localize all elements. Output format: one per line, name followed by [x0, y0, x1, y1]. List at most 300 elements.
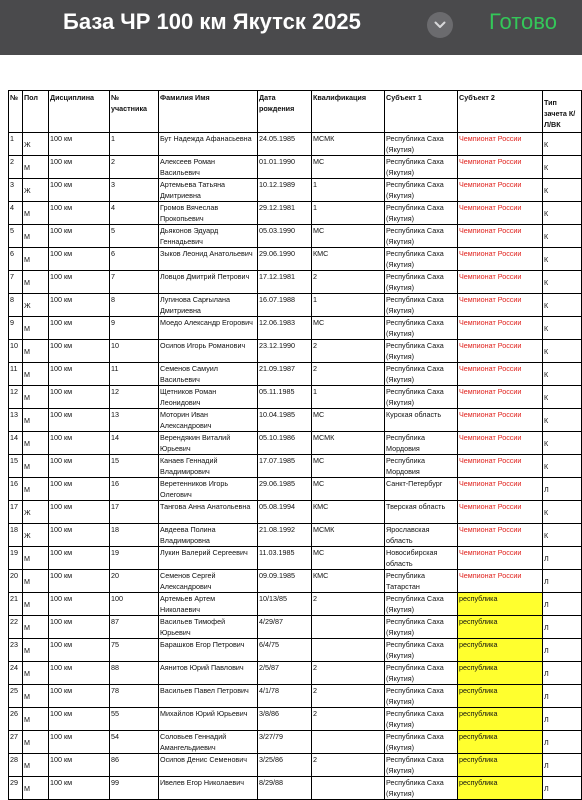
cell-no[interactable]: 25	[9, 685, 23, 708]
cell-qualification[interactable]: МСМК	[312, 432, 385, 455]
cell-participant-no[interactable]: 55	[110, 708, 159, 731]
cell-no[interactable]: 8	[9, 294, 23, 317]
cell-no[interactable]: 17	[9, 501, 23, 524]
cell-qualification[interactable]: МС	[312, 409, 385, 432]
cell-subject2[interactable]: Чемпионат России	[458, 432, 543, 455]
cell-participant-no[interactable]: 54	[110, 731, 159, 754]
cell-subject1[interactable]: Республика Саха (Якутия)	[385, 662, 458, 685]
cell-type-value: Л	[544, 715, 549, 724]
cell-qualification[interactable]: 2	[312, 754, 385, 777]
cell-sex[interactable]	[23, 685, 49, 708]
cell-participant-no[interactable]: 14	[110, 432, 159, 455]
cell-subject1[interactable]: Республика Саха (Якутия)	[385, 639, 458, 662]
cell-type[interactable]	[543, 777, 582, 800]
cell-discipline[interactable]: 100 км	[49, 501, 110, 524]
cell-discipline[interactable]: 100 км	[49, 294, 110, 317]
cell-discipline[interactable]: 100 км	[49, 524, 110, 547]
cell-name[interactable]: Ловцов Дмитрий Петрович	[159, 271, 258, 294]
cell-sex[interactable]	[23, 248, 49, 271]
cell-no[interactable]: 12	[9, 386, 23, 409]
cell-dob[interactable]: 12.06.1983	[258, 317, 312, 340]
cell-participant-no[interactable]: 8	[110, 294, 159, 317]
cell-participant-no[interactable]: 3	[110, 179, 159, 202]
cell-sex[interactable]	[23, 409, 49, 432]
cell-participant-no[interactable]: 86	[110, 754, 159, 777]
cell-type[interactable]	[543, 616, 582, 639]
cell-qualification[interactable]: МСМК	[312, 133, 385, 156]
cell-dob[interactable]: 10/13/85	[258, 593, 312, 616]
cell-subject2[interactable]: республика	[458, 708, 543, 731]
cell-type[interactable]	[543, 639, 582, 662]
cell-qualification[interactable]	[312, 777, 385, 800]
cell-name[interactable]: Моторин Иван Александрович	[159, 409, 258, 432]
cell-qualification[interactable]: КМС	[312, 570, 385, 593]
cell-sex[interactable]	[23, 777, 49, 800]
cell-sex[interactable]	[23, 708, 49, 731]
cell-name[interactable]: Громов Вячеслав Прокопьевич	[159, 202, 258, 225]
cell-subject2[interactable]: Чемпионат России	[458, 156, 543, 179]
cell-discipline[interactable]: 100 км	[49, 363, 110, 386]
cell-name[interactable]: Авдеева Полина Владимировна	[159, 524, 258, 547]
cell-subject2[interactable]: Чемпионат России	[458, 133, 543, 156]
cell-subject2[interactable]: Чемпионат России	[458, 478, 543, 501]
cell-sex[interactable]	[23, 570, 49, 593]
cell-subject2[interactable]: республика	[458, 639, 543, 662]
cell-subject1[interactable]: Республика Саха (Якутия)	[385, 294, 458, 317]
cell-subject1[interactable]: Республика Саха (Якутия)	[385, 386, 458, 409]
cell-name[interactable]: Артемьева Татьяна Дмитриевна	[159, 179, 258, 202]
cell-dob[interactable]: 3/25/86	[258, 754, 312, 777]
cell-dob[interactable]: 29.06.1985	[258, 478, 312, 501]
cell-subject1[interactable]: Республика Саха (Якутия)	[385, 685, 458, 708]
cell-discipline[interactable]: 100 км	[49, 271, 110, 294]
cell-discipline[interactable]: 100 км	[49, 179, 110, 202]
cell-subject1[interactable]: Республика Саха (Якутия)	[385, 340, 458, 363]
cell-qualification[interactable]: 2	[312, 363, 385, 386]
cell-subject2[interactable]: Чемпионат России	[458, 271, 543, 294]
cell-type[interactable]	[543, 524, 582, 547]
cell-sex[interactable]	[23, 478, 49, 501]
cell-participant-no[interactable]: 18	[110, 524, 159, 547]
cell-sex[interactable]	[23, 133, 49, 156]
cell-participant-no[interactable]: 2	[110, 156, 159, 179]
cell-dob[interactable]: 01.01.1990	[258, 156, 312, 179]
cell-type[interactable]	[543, 593, 582, 616]
cell-no[interactable]: 13	[9, 409, 23, 432]
cell-participant-no[interactable]: 13	[110, 409, 159, 432]
spreadsheet-document[interactable]	[8, 90, 582, 800]
cell-no[interactable]: 2	[9, 156, 23, 179]
cell-subject2[interactable]: республика	[458, 777, 543, 800]
cell-subject1[interactable]: Республика Саха (Якутия)	[385, 754, 458, 777]
cell-dob[interactable]: 16.07.1988	[258, 294, 312, 317]
cell-type[interactable]	[543, 662, 582, 685]
cell-discipline[interactable]: 100 км	[49, 777, 110, 800]
cell-dob[interactable]: 10.04.1985	[258, 409, 312, 432]
cell-sex[interactable]	[23, 432, 49, 455]
cell-sex[interactable]	[23, 363, 49, 386]
cell-subject2[interactable]: Чемпионат России	[458, 409, 543, 432]
cell-type[interactable]	[543, 271, 582, 294]
cell-type[interactable]	[543, 386, 582, 409]
cell-subject1[interactable]: Республика Саха (Якутия)	[385, 225, 458, 248]
cell-name[interactable]: Ивелев Егор Николаевич	[159, 777, 258, 800]
cell-subject1[interactable]: Новосибирская область	[385, 547, 458, 570]
cell-no[interactable]: 24	[9, 662, 23, 685]
cell-subject1[interactable]: Республика Саха (Якутия)	[385, 133, 458, 156]
cell-name[interactable]: Аянитов Юрий Павлович	[159, 662, 258, 685]
cell-dob[interactable]: 09.09.1985	[258, 570, 312, 593]
cell-sex[interactable]	[23, 225, 49, 248]
cell-type[interactable]	[543, 225, 582, 248]
cell-subject1[interactable]: Республика Саха (Якутия)	[385, 179, 458, 202]
cell-name[interactable]: Семенов Сергей Александрович	[159, 570, 258, 593]
cell-qualification[interactable]: 1	[312, 386, 385, 409]
cell-sex[interactable]	[23, 156, 49, 179]
cell-name[interactable]: Верендякин Виталий Юрьевич	[159, 432, 258, 455]
cell-name[interactable]: Осипов Игорь Романович	[159, 340, 258, 363]
cell-discipline[interactable]: 100 км	[49, 133, 110, 156]
cell-participant-no[interactable]: 100	[110, 593, 159, 616]
cell-sex[interactable]	[23, 340, 49, 363]
cell-subject1[interactable]: Республика Саха (Якутия)	[385, 731, 458, 754]
cell-name[interactable]: Тангова Анна Анатольевна	[159, 501, 258, 524]
cell-qualification[interactable]: КМС	[312, 501, 385, 524]
cell-type[interactable]	[543, 294, 582, 317]
cell-subject2[interactable]: Чемпионат России	[458, 248, 543, 271]
cell-discipline[interactable]: 100 км	[49, 409, 110, 432]
cell-subject1[interactable]: Республика Саха (Якутия)	[385, 363, 458, 386]
title-menu-button[interactable]	[427, 12, 453, 38]
cell-discipline[interactable]: 100 км	[49, 225, 110, 248]
cell-type[interactable]	[543, 317, 582, 340]
cell-subject1[interactable]: Республика Саха (Якутия)	[385, 156, 458, 179]
cell-discipline[interactable]: 100 км	[49, 432, 110, 455]
cell-type[interactable]	[543, 432, 582, 455]
cell-no[interactable]: 9	[9, 317, 23, 340]
cell-name[interactable]: Семенов Самуил Васильевич	[159, 363, 258, 386]
cell-name[interactable]: Осипов Денис Семенович	[159, 754, 258, 777]
cell-discipline[interactable]: 100 км	[49, 685, 110, 708]
cell-sex[interactable]	[23, 616, 49, 639]
cell-subject2[interactable]: Чемпионат России	[458, 570, 543, 593]
cell-participant-no[interactable]: 4	[110, 202, 159, 225]
cell-qualification[interactable]	[312, 616, 385, 639]
cell-dob[interactable]: 23.12.1990	[258, 340, 312, 363]
cell-subject2[interactable]: республика	[458, 754, 543, 777]
cell-sex[interactable]	[23, 731, 49, 754]
cell-type[interactable]	[543, 202, 582, 225]
cell-discipline[interactable]: 100 км	[49, 340, 110, 363]
cell-participant-no[interactable]: 10	[110, 340, 159, 363]
cell-subject1[interactable]: Республика Саха (Якутия)	[385, 593, 458, 616]
cell-subject1[interactable]: Республика Саха (Якутия)	[385, 271, 458, 294]
cell-no[interactable]: 11	[9, 363, 23, 386]
cell-name[interactable]: Моедо Александр Егорович	[159, 317, 258, 340]
cell-name[interactable]: Щетников Роман Леонидович	[159, 386, 258, 409]
cell-no[interactable]: 21	[9, 593, 23, 616]
cell-subject1[interactable]: Республика Саха (Якутия)	[385, 616, 458, 639]
cell-name[interactable]: Зыков Леонид Анатольевич	[159, 248, 258, 271]
cell-sex[interactable]	[23, 639, 49, 662]
cell-subject2[interactable]: Чемпионат России	[458, 455, 543, 478]
cell-discipline[interactable]: 100 км	[49, 639, 110, 662]
cell-participant-no[interactable]: 17	[110, 501, 159, 524]
cell-qualification[interactable]: 2	[312, 685, 385, 708]
cell-type[interactable]	[543, 455, 582, 478]
cell-type[interactable]	[543, 179, 582, 202]
cell-name[interactable]: Бут Надежда Афанасьевна	[159, 133, 258, 156]
cell-dob[interactable]: 3/8/86	[258, 708, 312, 731]
cell-type-value: К	[544, 186, 549, 195]
cell-qualification[interactable]: 2	[312, 340, 385, 363]
cell-discipline[interactable]: 100 км	[49, 616, 110, 639]
cell-dob[interactable]: 21.08.1992	[258, 524, 312, 547]
cell-dob[interactable]: 29.12.1981	[258, 202, 312, 225]
cell-qualification[interactable]	[312, 639, 385, 662]
cell-participant-no[interactable]: 19	[110, 547, 159, 570]
cell-sex[interactable]	[23, 202, 49, 225]
cell-discipline[interactable]: 100 км	[49, 662, 110, 685]
cell-discipline[interactable]: 100 км	[49, 317, 110, 340]
cell-subject2[interactable]: Чемпионат России	[458, 524, 543, 547]
cell-no[interactable]: 10	[9, 340, 23, 363]
cell-subject1[interactable]: Ярославская область	[385, 524, 458, 547]
cell-participant-no[interactable]: 75	[110, 639, 159, 662]
cell-type[interactable]	[543, 570, 582, 593]
cell-discipline[interactable]: 100 км	[49, 570, 110, 593]
cell-dob[interactable]: 21.09.1987	[258, 363, 312, 386]
cell-type[interactable]	[543, 501, 582, 524]
cell-discipline[interactable]: 100 км	[49, 731, 110, 754]
cell-discipline[interactable]: 100 км	[49, 547, 110, 570]
cell-dob[interactable]: 05.03.1990	[258, 225, 312, 248]
cell-type[interactable]	[543, 409, 582, 432]
cell-qualification[interactable]: КМС	[312, 248, 385, 271]
cell-qualification[interactable]: МС	[312, 455, 385, 478]
cell-type[interactable]	[543, 731, 582, 754]
cell-name[interactable]: Михайлов Юрий Юрьевич	[159, 708, 258, 731]
cell-sex[interactable]	[23, 754, 49, 777]
cell-no[interactable]: 23	[9, 639, 23, 662]
cell-qualification[interactable]: МС	[312, 478, 385, 501]
cell-no[interactable]: 26	[9, 708, 23, 731]
cell-type[interactable]	[543, 478, 582, 501]
cell-sex[interactable]	[23, 386, 49, 409]
cell-no[interactable]: 18	[9, 524, 23, 547]
cell-type[interactable]	[543, 363, 582, 386]
cell-qualification[interactable]: МС	[312, 317, 385, 340]
cell-subject2[interactable]: Чемпионат России	[458, 386, 543, 409]
cell-type-value: Л	[544, 784, 549, 793]
cell-subject1[interactable]: Тверская область	[385, 501, 458, 524]
cell-qualification[interactable]: 1	[312, 179, 385, 202]
cell-subject2[interactable]: Чемпионат России	[458, 317, 543, 340]
cell-no[interactable]: 14	[9, 432, 23, 455]
cell-qualification[interactable]: 2	[312, 662, 385, 685]
cell-name[interactable]: Лукин Валерий Сергеевич	[159, 547, 258, 570]
cell-sex[interactable]	[23, 271, 49, 294]
cell-participant-no[interactable]: 16	[110, 478, 159, 501]
cell-discipline[interactable]: 100 км	[49, 593, 110, 616]
cell-subject1[interactable]: Республика Татарстан	[385, 570, 458, 593]
cell-subject2[interactable]: Чемпионат России	[458, 202, 543, 225]
cell-dob[interactable]: 10.12.1989	[258, 179, 312, 202]
cell-no[interactable]: 7	[9, 271, 23, 294]
cell-qualification[interactable]: 1	[312, 294, 385, 317]
table-row	[9, 524, 582, 547]
cell-sex[interactable]	[23, 179, 49, 202]
cell-name[interactable]: Артемьев Артем Николаевич	[159, 593, 258, 616]
cell-no[interactable]: 19	[9, 547, 23, 570]
cell-subject1[interactable]: Республика Саха (Якутия)	[385, 317, 458, 340]
cell-dob[interactable]: 05.11.1985	[258, 386, 312, 409]
cell-no[interactable]: 29	[9, 777, 23, 800]
table-row	[9, 340, 582, 363]
cell-name[interactable]: Веретенников Игорь Олегович	[159, 478, 258, 501]
cell-qualification[interactable]: 1	[312, 202, 385, 225]
cell-participant-no[interactable]: 99	[110, 777, 159, 800]
cell-sex[interactable]	[23, 501, 49, 524]
cell-no[interactable]: 4	[9, 202, 23, 225]
cell-participant-no[interactable]: 5	[110, 225, 159, 248]
cell-qualification[interactable]: 2	[312, 593, 385, 616]
cell-name[interactable]: Лугинова Сарғылана Дмитриевна	[159, 294, 258, 317]
cell-subject2[interactable]: Чемпионат России	[458, 547, 543, 570]
cell-no[interactable]: 22	[9, 616, 23, 639]
cell-no[interactable]: 3	[9, 179, 23, 202]
cell-subject2[interactable]: республика	[458, 731, 543, 754]
cell-subject2[interactable]: Чемпионат России	[458, 294, 543, 317]
cell-qualification[interactable]: 2	[312, 708, 385, 731]
cell-type[interactable]	[543, 156, 582, 179]
cell-sex[interactable]	[23, 593, 49, 616]
cell-dob[interactable]: 3/27/79	[258, 731, 312, 754]
cell-participant-no[interactable]: 7	[110, 271, 159, 294]
cell-subject2[interactable]: республика	[458, 616, 543, 639]
cell-type[interactable]	[543, 547, 582, 570]
cell-no[interactable]: 28	[9, 754, 23, 777]
cell-qualification[interactable]: МС	[312, 547, 385, 570]
cell-participant-no[interactable]: 87	[110, 616, 159, 639]
cell-participant-no[interactable]: 15	[110, 455, 159, 478]
cell-participant-no[interactable]: 6	[110, 248, 159, 271]
cell-participant-no[interactable]: 12	[110, 386, 159, 409]
cell-qualification[interactable]: МСМК	[312, 524, 385, 547]
cell-subject2[interactable]: республика	[458, 662, 543, 685]
cell-subject1[interactable]: Республика Саха (Якутия)	[385, 777, 458, 800]
cell-dob[interactable]: 24.05.1985	[258, 133, 312, 156]
done-button[interactable]: Готово	[489, 9, 557, 34]
cell-no[interactable]: 27	[9, 731, 23, 754]
cell-subject1[interactable]: Республика Мордовия	[385, 455, 458, 478]
cell-discipline[interactable]: 100 км	[49, 478, 110, 501]
cell-dob[interactable]: 17.12.1981	[258, 271, 312, 294]
cell-subject1[interactable]: Республика Мордовия	[385, 432, 458, 455]
cell-participant-no[interactable]: 20	[110, 570, 159, 593]
cell-subject1[interactable]: Республика Саха (Якутия)	[385, 202, 458, 225]
cell-type[interactable]	[543, 685, 582, 708]
cell-qualification[interactable]: 2	[312, 271, 385, 294]
cell-subject1[interactable]: Курская область	[385, 409, 458, 432]
cell-sex[interactable]	[23, 547, 49, 570]
cell-dob[interactable]: 17.07.1985	[258, 455, 312, 478]
cell-dob[interactable]: 4/1/78	[258, 685, 312, 708]
table-row	[9, 432, 582, 455]
cell-discipline[interactable]: 100 км	[49, 202, 110, 225]
cell-type[interactable]	[543, 133, 582, 156]
cell-dob[interactable]: 29.06.1990	[258, 248, 312, 271]
cell-subject2[interactable]: Чемпионат России	[458, 501, 543, 524]
cell-subject2[interactable]: Чемпионат России	[458, 225, 543, 248]
cell-dob[interactable]: 05.08.1994	[258, 501, 312, 524]
cell-no[interactable]: 20	[9, 570, 23, 593]
cell-subject1[interactable]: Республика Саха (Якутия)	[385, 248, 458, 271]
cell-name[interactable]: Канаев Геннадий Владимирович	[159, 455, 258, 478]
cell-subject1[interactable]: Санкт-Петербург	[385, 478, 458, 501]
cell-no[interactable]: 5	[9, 225, 23, 248]
cell-sex[interactable]	[23, 294, 49, 317]
cell-dob[interactable]: 6/4/75	[258, 639, 312, 662]
cell-type[interactable]	[543, 708, 582, 731]
cell-dob[interactable]: 2/5/87	[258, 662, 312, 685]
cell-sex[interactable]	[23, 524, 49, 547]
cell-no[interactable]: 6	[9, 248, 23, 271]
cell-dob[interactable]: 4/29/87	[258, 616, 312, 639]
cell-subject2[interactable]: республика	[458, 685, 543, 708]
cell-discipline[interactable]: 100 км	[49, 248, 110, 271]
cell-no[interactable]: 1	[9, 133, 23, 156]
cell-subject2[interactable]: Чемпионат России	[458, 363, 543, 386]
cell-dob[interactable]: 11.03.1985	[258, 547, 312, 570]
cell-qualification[interactable]	[312, 731, 385, 754]
cell-name[interactable]: Дьяконов Эдуард Геннадьевич	[159, 225, 258, 248]
cell-subject2[interactable]: Чемпионат России	[458, 179, 543, 202]
cell-discipline[interactable]: 100 км	[49, 455, 110, 478]
cell-discipline[interactable]: 100 км	[49, 386, 110, 409]
cell-name[interactable]: Васильев Павел Петрович	[159, 685, 258, 708]
cell-participant-no[interactable]: 1	[110, 133, 159, 156]
cell-no[interactable]: 15	[9, 455, 23, 478]
header-dob: Дата рождения	[258, 91, 312, 133]
cell-discipline[interactable]: 100 км	[49, 156, 110, 179]
cell-discipline[interactable]: 100 км	[49, 708, 110, 731]
cell-subject1[interactable]: Республика Саха (Якутия)	[385, 708, 458, 731]
cell-sex[interactable]	[23, 662, 49, 685]
cell-type[interactable]	[543, 340, 582, 363]
cell-type[interactable]	[543, 248, 582, 271]
cell-discipline[interactable]: 100 км	[49, 754, 110, 777]
cell-sex[interactable]	[23, 317, 49, 340]
cell-name[interactable]: Васильев Тимофей Юрьевич	[159, 616, 258, 639]
cell-participant-no[interactable]: 9	[110, 317, 159, 340]
cell-subject2[interactable]: Чемпионат России	[458, 340, 543, 363]
cell-dob[interactable]: 05.10.1986	[258, 432, 312, 455]
cell-name[interactable]: Соловьев Геннадий Амангельдиевич	[159, 731, 258, 754]
cell-participant-no[interactable]: 88	[110, 662, 159, 685]
cell-dob[interactable]: 8/29/88	[258, 777, 312, 800]
cell-subject2[interactable]: республика	[458, 593, 543, 616]
cell-sex[interactable]	[23, 455, 49, 478]
cell-name[interactable]: Алексеев Роман Васильевич	[159, 156, 258, 179]
cell-participant-no[interactable]: 11	[110, 363, 159, 386]
cell-type[interactable]	[543, 754, 582, 777]
cell-participant-no[interactable]: 78	[110, 685, 159, 708]
cell-qualification[interactable]: МС	[312, 225, 385, 248]
cell-no[interactable]: 16	[9, 478, 23, 501]
cell-qualification[interactable]: МС	[312, 156, 385, 179]
cell-name[interactable]: Барашков Егор Петрович	[159, 639, 258, 662]
